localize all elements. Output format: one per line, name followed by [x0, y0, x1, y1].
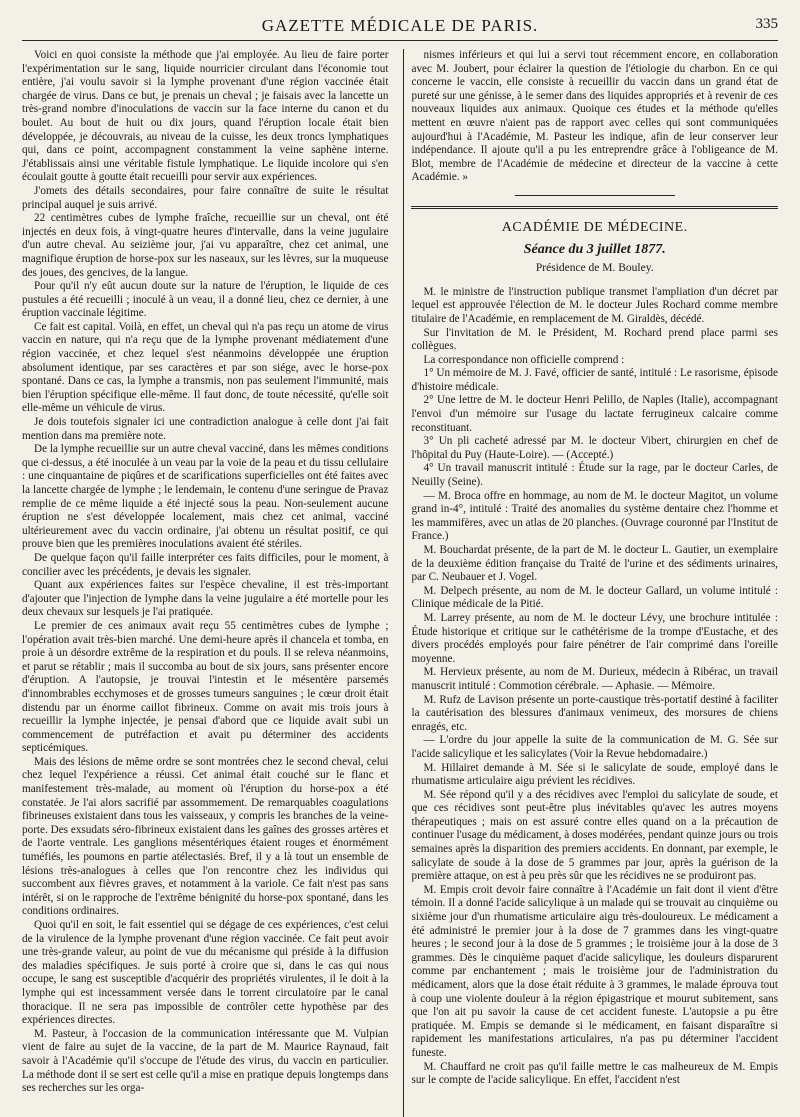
section-title: ACADÉMIE DE MÉDECINE. [501, 219, 688, 235]
paragraph: M. Hillairet demande à M. Sée si le salicylate de soude, employé dans le rhumatisme articulaire aigu prévient les récidives. [411, 761, 778, 788]
right-column [409, 49, 778, 1117]
paragraph: M. Chauffard ne croit pas qu'il faille mettre le cas malheureux de M. Empis sur le compte de l'acide salicylique. En effet, l'accident n'est [411, 1060, 778, 1087]
paragraph: De quelque façon qu'il faille interpréter ces faits difficiles, pour le moment, à concilier avec les précédents, je devais les signaler. [22, 551, 389, 578]
paragraph: J'omets des détails secondaires, pour faire connaître de suite le résultat principal auquel je suis arrivé. [22, 184, 389, 211]
paragraph: — M. Broca offre en hommage, au nom de M. le docteur Magitot, un volume grand in-4°, intitulé : Traité des anomalies du système dentaire chez l'homme et les mammifères, avec un atlas de 20 planches. (Ouvrage couronné par l'Institut de France.) [411, 489, 778, 543]
separator-rule [515, 195, 675, 196]
paragraph: Pour qu'il n'y eût aucun doute sur la nature de l'éruption, le liquide de ces pustules a été recueilli ; inoculé à un veau, il a donné lieu, chez ce dernier, à une éruption vaccinale légitime. [22, 280, 389, 320]
paragraph: Sur l'invitation de M. le Président, M. Rochard prend place parmi ses collègues. [411, 326, 778, 353]
paragraph: Voici en quoi consiste la méthode que j'ai employée. Au lieu de faire porter l'expérimentation sur le sang, liquide nourricier circulant dans l'économie tout entière, j'ai voulu savoir si la lymphe provenant d'une région vaccinée était chargée de virus. Dans ce but, je prenais un cheval ; je faisais avec la lancette un très-grand nombre d'inoculations de vaccin sur la face interne du canon et du boulet. Au bout de huit ou dix jours, quand l'éruption locale était bien développée, je découvrais, au niveau de la cuisse, les deux troncs lymphatiques qui, dans ce point, accompagnent constamment la veine saphène interne. J'établissais ainsi une véritable fistule lymphatique. Le liquide incolore qui s'en écoulait goutte à goutte était recueilli pour servir aux expériences. [22, 49, 389, 184]
paragraph: M. le ministre de l'instruction publique transmet l'ampliation d'un décret par lequel est approuvée l'élection de M. le docteur Jules Rochard comme membre titulaire de l'Académie, en remplacement de M. Giraldès, décédé. [411, 285, 778, 325]
paragraph: nismes inférieurs et qui lui a servi tout récemment encore, en collaboration avec M. Joubert, pour éclairer la question de l'étiologie du charbon. En ce qui concerne le vaccin, elle consiste à recueillir du vaccin dans un grand état de pureté sur une génisse, à le semer dans des liquides appropriés et à revenir de ces nouveaux liquides aux animaux. Quoique ces études et la méthode qu'elles mettent en œuvre n'aient pas de rapport avec celles qui sont communiquées aujourd'hui à l'Académie, M. Pasteur les indique, afin de leur conserver leur indépendance. Il ajoute qu'il a pu les entreprendre grâce à l'obligeance de M. Blot, membre de l'Académie de médecine et directeur de la vaccine à cette Académie. » [411, 49, 778, 184]
paragraph: M. Bouchardat présente, de la part de M. le docteur L. Gautier, un exemplaire de la deuxième édition française du Traité de l'urine et des sédiments urinaires, par C. Neubauer et J. Vogel. [411, 544, 778, 584]
session-title: Séance du 3 juillet 1877. [523, 241, 666, 257]
right-body [411, 286, 778, 1088]
paragraph: 3° Un pli cacheté adressé par M. le docteur Vibert, chirurgien en chef de l'hôpital du Puy (Haute-Loire). — (Accepté.) [411, 435, 778, 461]
left-column [22, 49, 397, 1117]
paragraph: Ce fait est capital. Voilà, en effet, un cheval qui n'a pas reçu un atome de virus vaccin en nature, qui n'a reçu que de la lymphe provenant médiatement d'une région vaccinée, et chez lequel s'est néanmoins développée une éruption absolument identique, par ses caractères et par son siége, avec le horse-pox spontané. Dans ce cas, la lymphe a transmis, non pas seulement l'immunité, mais bien l'éruption spécifique elle-même. Il faut donc, de toute nécessité, qu'elle soit elle-même un véhicule de virus. [22, 320, 389, 415]
paragraph: Je dois toutefois signaler ici une contradiction analogue à celle dont j'ai fait mention dans ma première note. [22, 416, 389, 442]
paragraph: — L'ordre du jour appelle la suite de la communication de M. G. Sée sur l'acide salicylique et les salicylates (Voir la Revue hebdomadaire.) [411, 734, 778, 760]
paragraph: Quant aux expériences faites sur l'espèce chevaline, il est très-important d'ajouter que l'injection de lymphe dans la veine jugulaire a été mortelle pour les deux chevaux sur lesquels je l'ai pratiquée. [22, 579, 389, 619]
text-columns [22, 49, 778, 1117]
paragraph: M. Hervieux présente, au nom de M. Durieux, médecin à Ribérac, un travail manuscrit intitulé : Commotion cérébrale. — Aphasie. — Mémoire. [411, 666, 778, 692]
paragraph: M. Rufz de Lavison présente un porte-caustique très-portatif destiné à faciliter la cautérisation des blessures d'animaux venimeux, des morsures de chiens enragés, etc. [411, 693, 778, 733]
paragraph: M. Delpech présente, au nom de M. le docteur Gallard, un volume intitulé : Clinique médicale de la Pitié. [411, 584, 778, 611]
double-rule [411, 206, 778, 209]
paragraph: M. Sée répond qu'il y a des récidives avec l'emploi du salicylate de soude, et que ces récidives sont peut-être plus inévitables qu'avec les autres moyens thérapeutiques ; mais on est assuré contre elles quand on a la précaution de continuer l'usage du médicament, à doses modérées, pendant quinze jours ou trois semaines après la disparition des premiers accidents. En donnant, par exemple, le salicylate de soude à la dose de 5 grammes par jour, après la guérison de la première attaque, on est à peu près sûr que les récidives ne se produiront pas. [411, 788, 778, 883]
column-divider [403, 49, 404, 1117]
paragraph: Mais des lésions de même ordre se sont montrées chez le second cheval, celui chez lequel l'expérience a réussi. Cet animal était couché sur le flanc et manifestement très-malade, au moment où l'éruption du horse-pox a été constatée. Je l'ai alors sacrifié par assommement. De remarquables coagulations fibrineuses existaient dans tous les vaisseaux, y compris les branches de la veine-porte. Des exsudats séro-fibrineux existaient dans les gaînes des grosses artères et de l'aorte ventrale. Les ganglions mésentériques étaient rouges et énormément tuméfiés, les poumons en partie atélectasiés. Bref, il y a là tout un ensemble de lésions très-analogues à celles que l'on rencontre chez les individus qui succombent aux fièvres graves, et notamment à la variole. Ce fait n'est pas sans intérêt, si on le rapproche de l'extrême bénignité du horse-pox spontané, dans les conditions ordinaires. [22, 755, 389, 918]
paragraph: M. Pasteur, à l'occasion de la communication intéressante que M. Vulpian vient de faire au sujet de la vaccine, de la part de M. Maurice Raynaud, fait savoir à l'Académie qu'il s'occupe de l'étude des virus, du vaccin en particulier. La méthode dont il se sert est celle qu'il a mise en pratique depuis longtemps dans ses recherches sur les orga- [22, 1027, 389, 1095]
right-intro [411, 49, 778, 185]
presidence-line: Présidence de M. Bouley. [535, 262, 654, 275]
paragraph: Le premier de ces animaux avait reçu 55 centimètres cubes de lymphe ; l'opération avait très-bien marché. Une demi-heure après il chancela et tomba, en proie à un désordre extrême de la respiration et du pouls. Il se releva néanmoins, et parut se rétablir ; mais il succomba au bout de six jours, sans présenter encore d'éruption. A l'autopsie, je trouvai l'intestin et le mésentère parsemés d'innombrables ecchymoses et de grosses tumeurs sanguines ; le cœur droit était distendu par un énorme caillot fibrineux. Comme on avait mis trois jours à recueillir la lymphe injectée, je pensai d'abord que ce liquide avait subi un commencement de putréfaction et avait pu déterminer des accidents septicémiques. [22, 619, 389, 755]
paragraph: De la lymphe recueillie sur un autre cheval vacciné, dans les mêmes conditions que ci-dessus, a été inoculée à un veau par la voie de la peau et du tissu cellulaire : une cinquantaine de piqûres et de scarifications superficielles ont été faites avec la lancette chargée de lymphe ; le lendemain, le contenu d'une seringue de Pravaz remplie de ce même liquide a été injecté sous la peau. Non-seulement aucune éruption ne s'est développée localement, mais chez cet animal, vacciné ultérieurement avec du vaccin ordinaire, j'ai obtenu un résultat positif, ce qui prouve bien que les premières inoculations avaient été stériles. [22, 443, 389, 551]
paragraph: 22 centimètres cubes de lymphe fraîche, recueillie sur un cheval, ont été injectés en deux fois, à vingt-quatre heures d'intervalle, dans la veine jugulaire d'un autre cheval. Au seizième jour, j'ai vu apparaître, chez cet animal, une magnifique éruption de horse-pox sur les naseaux, sur les lèvres, sur la muqueuse des joues, des gencives, de la langue. [22, 212, 389, 279]
paragraph: M. Empis croit devoir faire connaître à l'Académie un fait dont il vient d'être témoin. Il a donné l'acide salicylique à un malade qui se trouvait au cinquième ou sixième jour d'un rhumatisme articulaire aigu très-douloureux. Le médicament a été administré le premier jour à la dose de 7 grammes dans les vingt-quatre heures ; le second jour à la dose de 5 grammes ; le troisième jour à la dose de 3 grammes. Dès le cinquième paquet d'acide salicylique, les douleurs disparurent comme par enchantement ; mais le troisième jour de l'administration du médicament, alors que la dose était réduite à 3 grammes, le malade éprouva tout à coup une violente douleur à la région épigastrique et mourut subitement, sans que l'on ait pu savoir la cause de cet accident funeste. L'autopsie a pu être pratiquée. M. Empis se demande si le médicament, en faisant disparaître si rapidement les manifestations articulaires, n'a pas pu déterminer l'accident funeste. [411, 883, 778, 1059]
paragraph: Quoi qu'il en soit, le fait essentiel qui se dégage de ces expériences, c'est celui de la virulence de la lymphe provenant d'une région vaccinée. Ce fait peut avoir une très-grande valeur, au point de vue du mécanisme qui préside à la diffusion des maladies spécifiques. Je suis porté à croire que si, dans le cas qui nous occupe, le sang est susceptible d'acquérir des propriétés virulentes, il le doit à la lymphe qui est incessamment versée dans le torrent circulatoire par le canal thoracique. Il ne sera pas impossible de contrôler cette hypothèse par des expériences directes. [22, 919, 389, 1027]
paragraph: 2° Une lettre de M. le docteur Henri Pelillo, de Naples (Italie), accompagnant l'envoi d'un mémoire sur l'usage du lactate ferrugineux calcaire comme reconstituant. [411, 394, 778, 434]
paragraph: M. Larrey présente, au nom de M. le docteur Lévy, une brochure intitulée : Étude historique et critique sur le cathétérisme de la trompe d'Eustache, et des divers procédés employés pour faire pénétrer de l'air comprimé dans l'oreille moyenne. [411, 611, 778, 665]
page-header [22, 14, 778, 41]
journal-title: GAZETTE MÉDICALE DE PARIS. [261, 16, 539, 35]
page-number: 335 [755, 16, 778, 32]
paragraph: La correspondance non officielle comprend : [423, 353, 625, 366]
paragraph: 1° Un mémoire de M. J. Favé, officier de santé, intitulé : Le rasorisme, épisode d'histoire médicale. [411, 367, 778, 393]
paragraph: 4° Un travail manuscrit intitulé : Étude sur la rage, par le docteur Carles, de Neuilly (Seine). [411, 462, 778, 489]
